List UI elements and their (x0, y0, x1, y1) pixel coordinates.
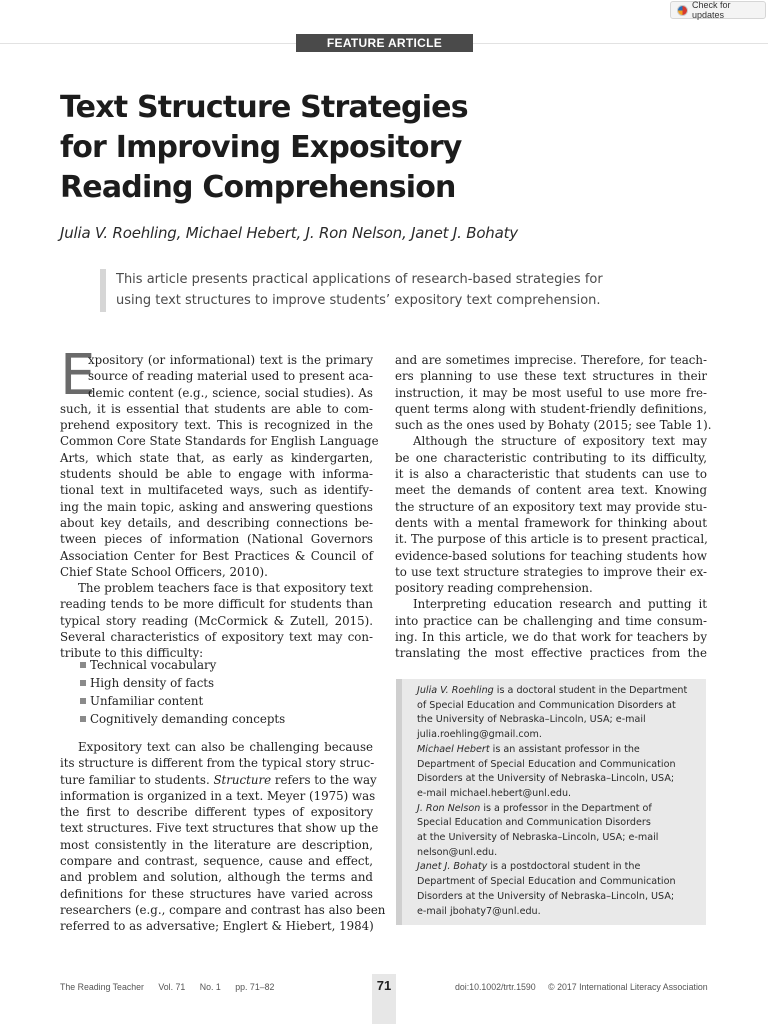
abstract-line: This article presents practical applications of research-based strategies for (116, 272, 603, 287)
body-line: tional text in multifaceted ways, such as identify- (60, 483, 373, 498)
body-column-right (395, 352, 712, 662)
author-list: Julia V. Roehling, Michael Hebert, J. Ron Nelson, Janet J. Bohaty (60, 224, 518, 242)
bullet-square-icon (80, 680, 86, 686)
body-line (60, 772, 377, 788)
bullet-text: Technical vocabulary (90, 658, 217, 672)
check-for-updates-button[interactable] (670, 1, 766, 19)
body-line: information is organized in a text. Meyer (1975) was (60, 788, 376, 803)
body-line: tribute to this difficulty: (60, 646, 204, 661)
body-line: to use text structure strategies to improve their ex- (395, 564, 707, 579)
body-line: Chief State School Officers, 2010). (60, 564, 268, 579)
bullet-square-icon (80, 698, 86, 704)
body-line: translating the most effective practices from the (395, 646, 707, 661)
footer-doi-info (455, 982, 718, 992)
body-line: compare and contrast, sequence, cause and effect, (60, 854, 373, 869)
body-line: definitions for these structures have varied across (60, 886, 373, 901)
body-line: xpository (or informational) text is the primary (88, 353, 373, 367)
bio-line (417, 743, 705, 758)
body-line: demic content (e.g., science, social studies). As (88, 385, 373, 400)
body-line: and are sometimes imprecise. Therefore, for teach- (395, 353, 707, 367)
abstract (116, 269, 676, 311)
body-line: most consistently in the literature are description, (60, 837, 373, 852)
bio-line (417, 802, 705, 817)
body-line: researchers (e.g., compare and contrast has also been (60, 902, 386, 917)
body-fragment: refers to the way (271, 772, 377, 787)
journal-name: The Reading Teacher (60, 982, 144, 992)
bio-author-name: Michael Hebert (417, 743, 490, 755)
body-fragment: ture familiar to students. (60, 772, 214, 787)
body-line: be one characteristic contributing to its difficulty, (395, 450, 707, 465)
drop-cap: E (60, 343, 96, 408)
check-for-updates-label: Check for updates (692, 0, 731, 20)
bio-email[interactable]: julia.roehling@gmail.com. (417, 729, 542, 741)
title-line: Text Structure Strategies (60, 90, 468, 125)
list-item (80, 656, 370, 674)
footer-journal-info (60, 982, 286, 992)
list-item (80, 674, 370, 692)
body-line: the structure of an expository text may provide stu- (395, 499, 707, 514)
body-line: its structure is different from the typical story struc- (60, 756, 375, 771)
journal-pages: pp. 71–82 (235, 982, 275, 992)
body-line: reading tends to be more difficult for students than (60, 597, 373, 612)
bullet-text: Cognitively demanding concepts (90, 712, 286, 726)
body-line: Arts, which state that, as early as kindergarten, (60, 450, 373, 465)
body-line: instruction, it may be most useful to use more fre- (395, 385, 707, 400)
bio-line: Disorders at the University of Nebraska–Lincoln, USA; (417, 773, 675, 785)
bio-text: is a postdoctoral student in the (487, 861, 641, 873)
bullet-square-icon (80, 716, 86, 722)
body-line: it is also a characteristic that students can use to (395, 467, 707, 482)
body-line: it. The purpose of this article is to present practical, (395, 532, 708, 547)
bio-line: at the University of Nebraska–Lincoln, USA; e-mail (417, 832, 659, 844)
bio-text: is a professor in the Department of (480, 802, 652, 814)
body-line: text structures. Five text structures that show up the (60, 821, 379, 836)
journal-volume: Vol. 71 (158, 982, 186, 992)
journal-number: No. 1 (199, 982, 221, 992)
body-line: such as the ones used by Bohaty (2015; see Table 1). (395, 418, 712, 433)
difficulty-bullet-list (80, 656, 370, 728)
bio-line: Department of Special Education and Communication (417, 758, 676, 770)
body-line: prehend expository text. This is recognized in the (60, 418, 373, 433)
bio-line: the University of Nebraska–Lincoln, USA; e-mail (417, 714, 646, 726)
body-column-left-continued (60, 739, 386, 935)
author-bios (417, 684, 705, 919)
bullet-text: High density of facts (90, 676, 215, 690)
body-line: ing the main topic, asking and answering questions (60, 499, 373, 514)
bio-line: Disorders at the University of Nebraska–Lincoln, USA; (417, 890, 675, 902)
body-line: pository reading comprehension. (395, 581, 593, 596)
abstract-line: using text structures to improve students’ expository text comprehension. (116, 293, 601, 308)
bio-email[interactable]: e-mail michael.hebert@unl.edu. (417, 787, 572, 799)
bio-author-name: Julia V. Roehling (417, 685, 494, 696)
bio-line (417, 684, 705, 699)
body-line: students should be able to engage with informa- (60, 467, 373, 482)
bio-text: is an assistant professor in the (489, 743, 640, 755)
list-item (80, 710, 370, 728)
body-line: referred to as adversative; Englert & Hiebert, 1984) (60, 919, 374, 934)
bio-line: of Special Education and Communication Disorders at (417, 699, 676, 711)
body-line: Expository text can also be challenging because (78, 740, 373, 754)
body-line: typical story reading (McCormick & Zutell, 2015). (60, 613, 373, 628)
bio-email[interactable]: e-mail jbohaty7@unl.edu. (417, 905, 541, 917)
bio-line (417, 860, 705, 875)
body-line: Several characteristics of expository text may con- (60, 630, 373, 645)
italic-term: Structure (213, 772, 272, 787)
body-line: tween pieces of information (National Governors (60, 532, 373, 547)
bio-author-name: J. Ron Nelson (417, 802, 481, 814)
body-line: ers planning to use these text structures in their (395, 369, 707, 384)
abstract-rule (100, 269, 106, 312)
bio-author-name: Janet J. Bohaty (417, 861, 488, 873)
bullet-text: Unfamiliar content (90, 694, 204, 708)
list-item (80, 692, 370, 710)
body-line: ing. In this article, we do that work for teachers by (395, 630, 707, 645)
body-line: about key details, and describing connections be- (60, 515, 373, 530)
body-line: quent terms along with student-friendly definitions, (395, 401, 707, 416)
copyright: © 2017 International Literacy Association (548, 982, 708, 992)
body-column-left (60, 343, 379, 662)
page-number: 71 (376, 978, 392, 993)
bio-line: Special Education and Communication Disorders (417, 817, 651, 829)
title-line: for Improving Expository (60, 130, 462, 165)
body-line: into practice can be challenging and time consum- (395, 613, 707, 628)
bullet-square-icon (80, 662, 86, 668)
body-line: Although the structure of expository text may (413, 434, 707, 449)
feature-article-badge: FEATURE ARTICLE (296, 34, 473, 52)
body-line: The problem teachers face is that expository text (78, 581, 373, 596)
body-line: and problem and solution, although the terms and (60, 870, 373, 885)
bio-email[interactable]: nelson@unl.edu. (417, 846, 498, 858)
article-title (60, 88, 660, 208)
body-line: Common Core State Standards for English Language (60, 434, 379, 449)
crossmark-icon (677, 5, 688, 16)
body-line: meet the demands of content area text. Knowing (395, 483, 707, 498)
body-line: such, it is essential that students are able to com- (60, 401, 373, 416)
title-line: Reading Comprehension (60, 170, 456, 205)
doi-link[interactable]: doi:10.1002/trtr.1590 (455, 982, 536, 992)
body-line: Association Center for Best Practices & Council of (60, 548, 373, 563)
body-line: Interpreting education research and putting it (413, 597, 707, 612)
body-line: the first to describe different types of expository (60, 805, 373, 820)
body-line: evidence-based solutions for teaching students how (395, 548, 707, 563)
body-line: source of reading material used to present aca- (88, 369, 373, 384)
bio-line: Department of Special Education and Communication (417, 876, 676, 888)
bio-text: is a doctoral student in the Department (493, 685, 688, 696)
body-line: dents with a mental framework for thinking about (395, 515, 707, 530)
